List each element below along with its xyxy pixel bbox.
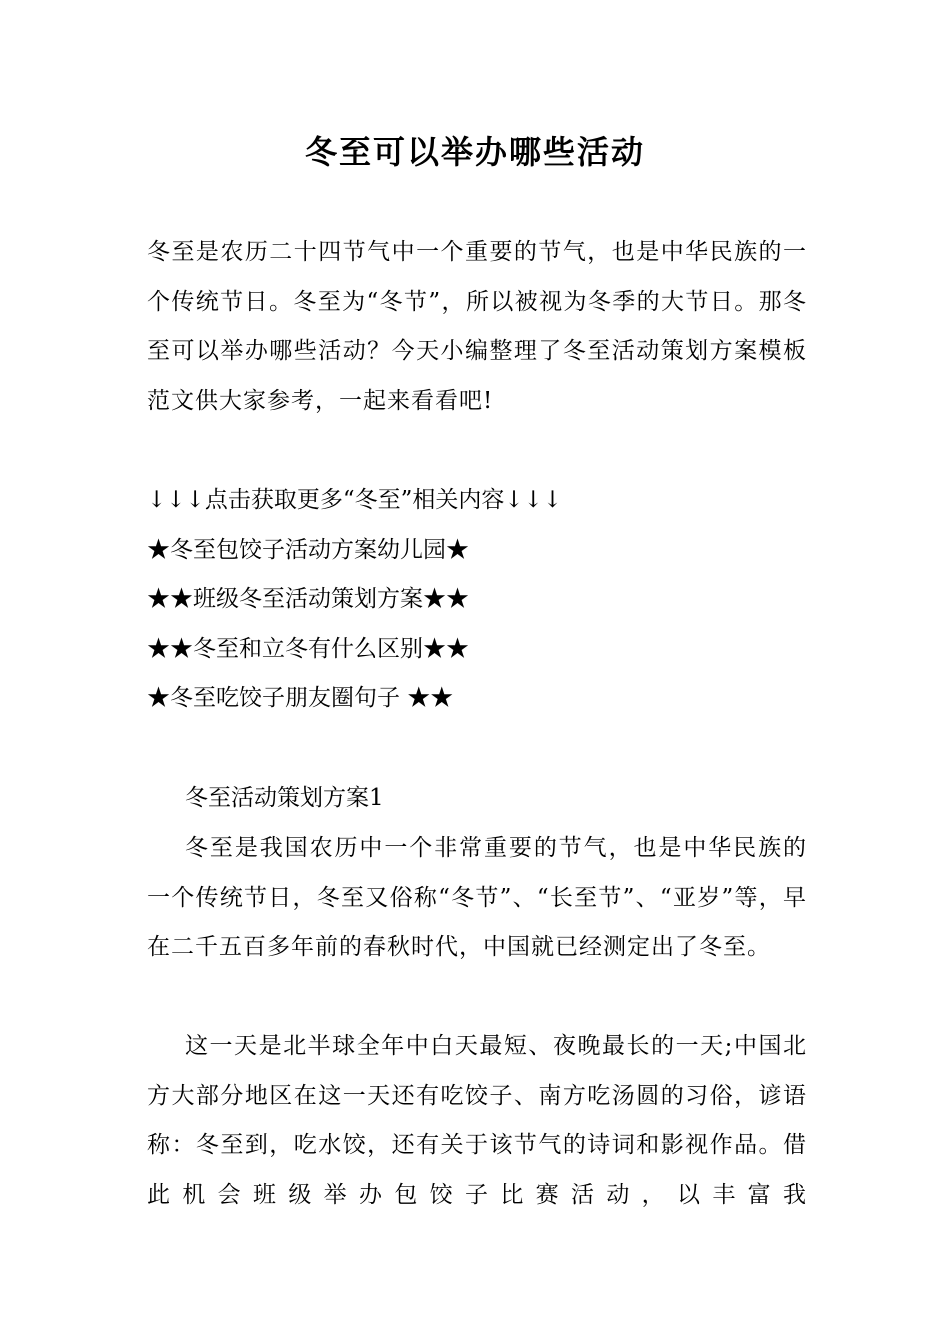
- related-links-list: [147, 476, 807, 724]
- body-paragraph: 这一天是北半球全年中白天最短、夜晚最长的一天;中国北方大部分地区在这一天还有吃饺子、南方吃汤圆的习俗，谚语称：冬至到，吃水饺，还有关于该节气的诗词和影视作品。借此机会班级举办包饺子比赛活动，以丰富我: [147, 1033, 807, 1208]
- related-link-moments-sentences[interactable]: ★冬至吃饺子朋友圈句子 ★★: [147, 685, 454, 711]
- body-paragraph: 冬至是我国农历中一个非常重要的节气，也是中华民族的一个传统节日，冬至又俗称“冬节”、“长至节”、“亚岁”等，早在二千五百多年前的春秋时代，中国就已经测定出了冬至。: [147, 835, 807, 960]
- related-link-difference[interactable]: ★★冬至和立冬有什么区别★★: [147, 635, 469, 662]
- intro-paragraph: 冬至是农历二十四节气中一个重要的节气，也是中华民族的一个传统节日。冬至为“冬节”，所以被视为冬季的大节日。那冬至可以举办哪些活动？今天小编整理了冬至活动策划方案模板范文供大家参考，一起来看看吧!: [147, 239, 807, 414]
- section-heading: 冬至活动策划方案1: [185, 785, 384, 811]
- related-link-dumpling-kindergarten[interactable]: ★冬至包饺子活动方案幼儿园★: [147, 536, 469, 563]
- page-title: 冬至可以举办哪些活动: [304, 133, 645, 171]
- related-link-class-plan[interactable]: ★★班级冬至活动策划方案★★: [147, 586, 469, 612]
- related-links-header: ↓↓↓点击获取更多“冬至”相关内容↓↓↓: [147, 487, 563, 513]
